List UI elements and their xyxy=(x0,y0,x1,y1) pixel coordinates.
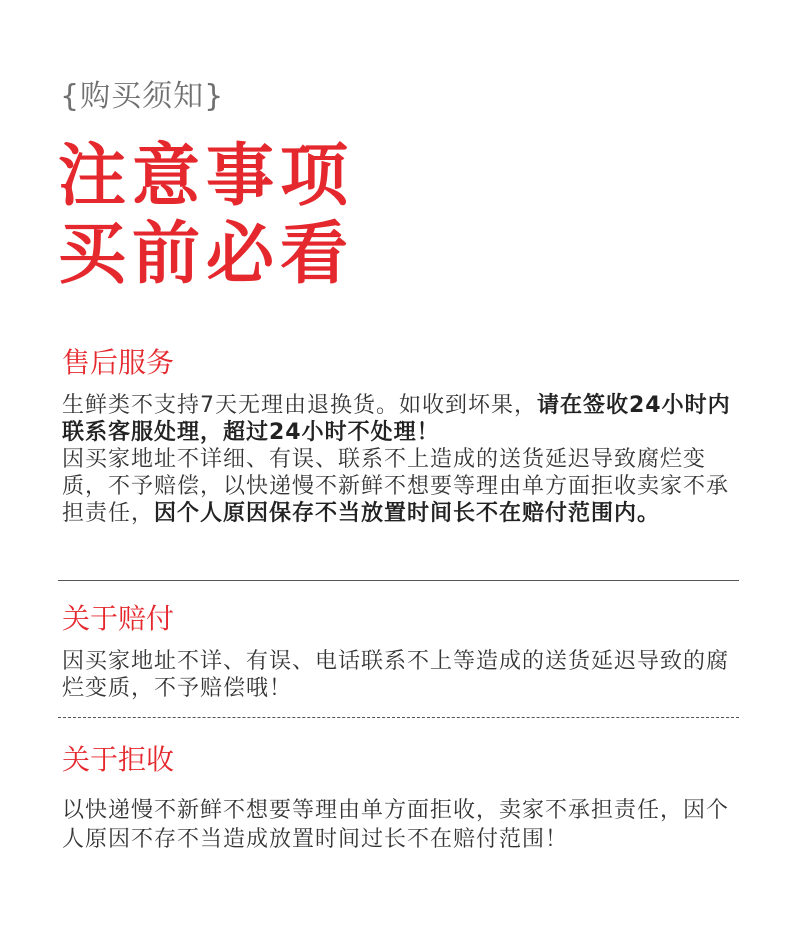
after-sales-paragraph-2 xyxy=(62,446,742,527)
after-sales-title: 售后服务 xyxy=(62,346,175,379)
headline-line-must-read: 买前必看 xyxy=(58,215,355,294)
rejection-title: 关于拒收 xyxy=(62,743,175,776)
after-sales-body xyxy=(62,392,742,527)
compensation-title: 关于赔付 xyxy=(62,602,175,635)
compensation-body: 因买家地址不详、有误、电话联系不上等造成的送货延迟导致的腐烂变质，不予赔偿哦！ xyxy=(62,649,730,701)
after-sales-exclusion-text: 因买家地址不详细、有误、联系不上造成的送货延迟导致腐烂变质，不予赔偿，以快递慢不新鲜不想要等理由单方面拒收卖家不承担责任， xyxy=(62,447,730,526)
headline-line-notice: 注意事项 xyxy=(58,137,355,216)
after-sales-policy-text: 生鲜类不支持7天无理由退换货。如收到坏果， xyxy=(62,393,537,418)
purchase-notice-kicker: {购买须知} xyxy=(60,79,225,114)
rejection-body: 以快递慢不新鲜不想要等理由单方面拒收，卖家不承担责任，因个人原因不存不当造成放置时间过长不在赔付范围！ xyxy=(62,798,730,852)
section-divider-solid xyxy=(58,580,739,581)
after-sales-storage-text: 因个人原因保存不当放置时间长不在赔付范围内。 xyxy=(154,501,661,526)
after-sales-paragraph-1 xyxy=(62,392,742,446)
section-divider-dashed xyxy=(58,717,739,718)
headline xyxy=(58,138,354,294)
after-sales-deadline-text: 请在签收24小时内联系客服处理，超过24小时不处理！ xyxy=(62,393,731,445)
